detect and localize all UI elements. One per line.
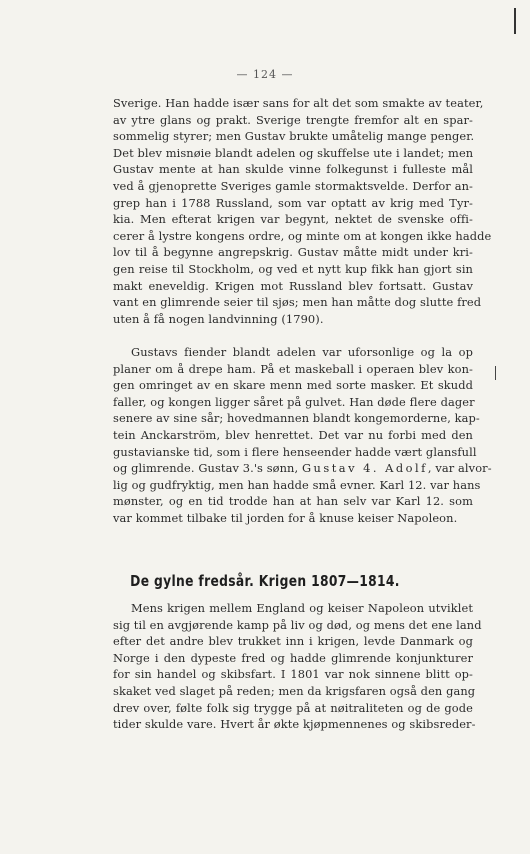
paragraph-gustav-3-death: [113, 344, 492, 527]
text-line: lov til å begynne angrepskrig. Gustav måtte midt under kri-: [113, 245, 473, 260]
text-line: makt eneveldig. Krigen mot Russland blev fortsatt. Gustav: [113, 278, 473, 293]
text-line: vant en glimrende seier til sjøs; men han måtte dog slutte fred: [113, 295, 482, 310]
text-line: gustavianske tid, som i flere henseender hadde vært glansfull: [113, 444, 477, 459]
text-line: Mens krigen mellem England og keiser Napoleon utviklet: [131, 601, 473, 615]
text-fragment: og glimrende. Gustav 3.'s sønn,: [113, 461, 299, 476]
text-line: planer om å drepe ham. På et maskeball i operaen blev kon-: [113, 361, 473, 376]
text-line: lig og gudfryktig, men han hadde små evner. Karl 12. var hans: [113, 477, 481, 492]
paragraph-gustav-3-reign: [113, 95, 492, 327]
text-line: sig til en avgjørende kamp på liv og død, og mens det ene land: [113, 617, 482, 632]
text-line: Norge i den dypeste fred og hadde glimrende konjunkturer: [113, 650, 473, 665]
text-line: faller, og kongen ligger såret på gulvet. Han døde flere dager: [113, 394, 475, 409]
text-line: gen omringet av en skare menn med sorte masker. Et skudd: [113, 378, 473, 393]
text-line: tider skulde vare. Hvert år økte kjøpmennenes og skibsreder-: [113, 717, 476, 732]
text-line: Gustav mente at han skulde vinne folkegunst i fulleste mål: [113, 162, 473, 177]
text-fragment: , var alvor-: [427, 461, 492, 476]
text-line: efter det andre blev trukket inn i krigen, levde Danmark og: [113, 634, 473, 649]
section-heading: De gylne fredsår. Krigen 1807—1814.: [130, 572, 400, 590]
text-line: cerer å lystre kongens ordre, og minte om at kongen ikke hadde: [113, 228, 492, 243]
text-line: senere av sine sår; hovedmannen blandt kongemorderne, kap-: [113, 411, 480, 426]
page-number: — 124 —: [236, 68, 294, 81]
text-line: av ytre glans og prakt. Sverige trengte fremfor alt en spar-: [113, 112, 473, 127]
text-line: ved å gjenoprette Sveriges gamle stormaktsvelde. Derfor an-: [113, 178, 473, 193]
scan-margin-mark: [495, 366, 496, 380]
text-line: skaket ved slaget på reden; men da krigsfaren også den gang: [113, 683, 476, 698]
text-line: mønster, og en tid trodde han at han selv var Karl 12. som: [113, 494, 473, 509]
scan-edge-mark: [514, 8, 516, 34]
text-line: kia. Men efterat krigen var begynt, nektet de svenske offi-: [113, 212, 473, 227]
text-line: gen reise til Stockholm, og ved et nytt kup fikk han gjort sin: [113, 261, 473, 276]
text-line: uten å få nogen landvinning (1790).: [113, 311, 324, 326]
text-line: drev over, følte folk sig trygge på at nøitraliteten og de gode: [113, 700, 473, 715]
text-line: for sin handel og skibsfart. I 1801 var nok sinnene blitt op-: [113, 667, 473, 682]
text-line-with-spaced-name: [113, 460, 492, 477]
paragraph-golden-peace-years: [113, 600, 482, 733]
text-line: Det blev misnøie blandt adelen og skuffelse ute i landet; men: [113, 145, 474, 160]
text-line: sommelig styrer; men Gustav brukte umåtelig mange penger.: [113, 129, 475, 144]
text-line: Gustavs fiender blandt adelen var uforsonlige og la op: [131, 345, 473, 359]
text-line: grep han i 1788 Russland, som var optatt av krig med Tyr-: [113, 195, 473, 210]
spaced-king-name: Gustav 4. Adolf: [301, 461, 428, 476]
text-line: var kommet tilbake til jorden for å knuse keiser Napoleon.: [113, 510, 458, 525]
text-line: tein Anckarström, blev henrettet. Det var nu forbi med den: [113, 427, 473, 442]
text-line: Sverige. Han hadde især sans for alt det som smakte av teater,: [113, 96, 484, 110]
